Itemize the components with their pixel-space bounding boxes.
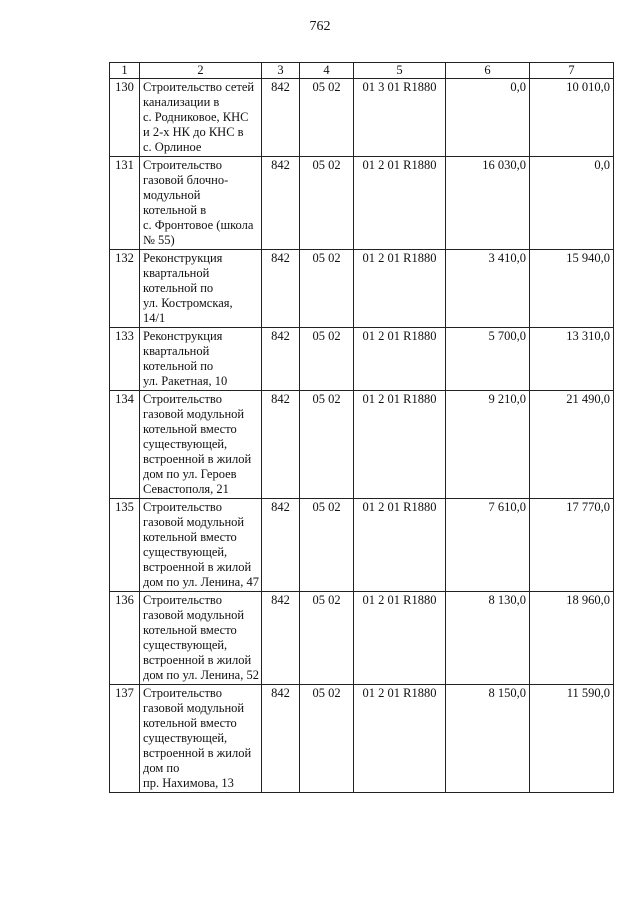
table-row <box>110 391 614 499</box>
object-name-line: котельной вместо <box>143 530 237 544</box>
object-name-line: котельной в <box>143 203 207 217</box>
object-name-line: Реконструкция <box>143 329 223 343</box>
ministry-code: 842 <box>262 157 300 250</box>
amount-column-6: 0,0 <box>446 79 530 157</box>
table-row <box>110 79 614 157</box>
object-name-line: ул. Ракетная, 10 <box>143 374 228 388</box>
object-name-line: квартальной <box>143 266 210 280</box>
amount-column-6: 7 610,0 <box>446 499 530 592</box>
object-name-line: газовой модульной <box>143 407 245 421</box>
table-row <box>110 250 614 328</box>
object-name-line: 14/1 <box>143 311 166 325</box>
amount-column-7: 13 310,0 <box>530 328 614 391</box>
object-name-line: котельной вместо <box>143 623 237 637</box>
table-row <box>110 592 614 685</box>
row-number: 136 <box>110 592 140 685</box>
amount-column-6: 3 410,0 <box>446 250 530 328</box>
row-number: 134 <box>110 391 140 499</box>
object-name-line: с. Фронтовое (школа <box>143 218 254 232</box>
object-name-line: модульной <box>143 188 201 202</box>
ministry-code: 842 <box>262 592 300 685</box>
object-name-line: Строительство <box>143 392 223 406</box>
object-name-line: Строительство <box>143 593 223 607</box>
target-article-code: 01 2 01 R1880 <box>354 499 446 592</box>
row-number: 130 <box>110 79 140 157</box>
object-name-line: и 2-х НК до КНС в <box>143 125 244 139</box>
object-name-line: Реконструкция <box>143 251 223 265</box>
object-name-line: Строительство <box>143 158 223 172</box>
row-number: 132 <box>110 250 140 328</box>
table-row <box>110 328 614 391</box>
object-name-line: газовой модульной <box>143 701 245 715</box>
header-row <box>110 63 614 79</box>
object-name-line: существующей, <box>143 731 228 745</box>
object-name <box>140 79 262 157</box>
section-code: 05 02 <box>300 328 354 391</box>
column-header-5: 5 <box>354 63 446 79</box>
object-name <box>140 391 262 499</box>
amount-column-7: 15 940,0 <box>530 250 614 328</box>
object-name-line: пр. Нахимова, 13 <box>143 776 234 790</box>
object-name-line: котельной вместо <box>143 422 237 436</box>
ministry-code: 842 <box>262 79 300 157</box>
section-code: 05 02 <box>300 79 354 157</box>
object-name <box>140 250 262 328</box>
budget-table <box>109 62 614 793</box>
object-name-line: дом по ул. Ленина, 52 <box>143 668 259 682</box>
column-header-1: 1 <box>110 63 140 79</box>
target-article-code: 01 3 01 R1880 <box>354 79 446 157</box>
object-name-line: Севастополя, 21 <box>143 482 229 496</box>
object-name-line: канализации в <box>143 95 220 109</box>
ministry-code: 842 <box>262 250 300 328</box>
object-name-line: с. Орлиное <box>143 140 202 154</box>
amount-column-7: 21 490,0 <box>530 391 614 499</box>
object-name-line: встроенной в жилой <box>143 452 252 466</box>
table-row <box>110 499 614 592</box>
object-name-line: Строительство сетей <box>143 80 255 94</box>
row-number: 137 <box>110 685 140 793</box>
object-name-line: газовой модульной <box>143 515 245 529</box>
amount-column-7: 11 590,0 <box>530 685 614 793</box>
object-name <box>140 499 262 592</box>
section-code: 05 02 <box>300 499 354 592</box>
amount-column-7: 0,0 <box>530 157 614 250</box>
section-code: 05 02 <box>300 391 354 499</box>
object-name-line: котельной по <box>143 359 214 373</box>
table-row <box>110 157 614 250</box>
column-header-3: 3 <box>262 63 300 79</box>
amount-column-6: 9 210,0 <box>446 391 530 499</box>
object-name-line: квартальной <box>143 344 210 358</box>
object-name-line: котельной вместо <box>143 716 237 730</box>
column-header-4: 4 <box>300 63 354 79</box>
target-article-code: 01 2 01 R1880 <box>354 685 446 793</box>
column-header-7: 7 <box>530 63 614 79</box>
amount-column-6: 5 700,0 <box>446 328 530 391</box>
table-row <box>110 685 614 793</box>
object-name-line: газовой модульной <box>143 608 245 622</box>
object-name-line: дом по ул. Героев <box>143 467 237 481</box>
section-code: 05 02 <box>300 250 354 328</box>
row-number: 131 <box>110 157 140 250</box>
page-number: 762 <box>309 19 331 34</box>
ministry-code: 842 <box>262 391 300 499</box>
object-name <box>140 592 262 685</box>
amount-column-7: 18 960,0 <box>530 592 614 685</box>
amount-column-6: 8 150,0 <box>446 685 530 793</box>
object-name-line: существующей, <box>143 437 228 451</box>
target-article-code: 01 2 01 R1880 <box>354 328 446 391</box>
object-name-line: встроенной в жилой <box>143 560 252 574</box>
object-name-line: № 55) <box>143 233 175 247</box>
object-name-line: дом по ул. Ленина, 47 <box>143 575 259 589</box>
table-body <box>110 79 614 793</box>
amount-column-6: 16 030,0 <box>446 157 530 250</box>
object-name-line: газовой блочно- <box>143 173 229 187</box>
column-header-6: 6 <box>446 63 530 79</box>
object-name-line: существующей, <box>143 638 228 652</box>
object-name-line: ул. Костромская, <box>143 296 233 310</box>
target-article-code: 01 2 01 R1880 <box>354 157 446 250</box>
target-article-code: 01 2 01 R1880 <box>354 592 446 685</box>
object-name <box>140 157 262 250</box>
object-name-line: встроенной в жилой <box>143 746 252 760</box>
object-name-line: дом по <box>143 761 180 775</box>
amount-column-7: 10 010,0 <box>530 79 614 157</box>
object-name-line: встроенной в жилой <box>143 653 252 667</box>
object-name-line: существующей, <box>143 545 228 559</box>
object-name-line: Строительство <box>143 686 223 700</box>
section-code: 05 02 <box>300 592 354 685</box>
object-name-line: котельной по <box>143 281 214 295</box>
ministry-code: 842 <box>262 685 300 793</box>
object-name-line: с. Родниковое, КНС <box>143 110 249 124</box>
row-number: 135 <box>110 499 140 592</box>
row-number: 133 <box>110 328 140 391</box>
object-name-line: Строительство <box>143 500 223 514</box>
target-article-code: 01 2 01 R1880 <box>354 250 446 328</box>
column-header-2: 2 <box>140 63 262 79</box>
amount-column-7: 17 770,0 <box>530 499 614 592</box>
ministry-code: 842 <box>262 499 300 592</box>
section-code: 05 02 <box>300 685 354 793</box>
object-name <box>140 328 262 391</box>
section-code: 05 02 <box>300 157 354 250</box>
amount-column-6: 8 130,0 <box>446 592 530 685</box>
object-name <box>140 685 262 793</box>
target-article-code: 01 2 01 R1880 <box>354 391 446 499</box>
ministry-code: 842 <box>262 328 300 391</box>
